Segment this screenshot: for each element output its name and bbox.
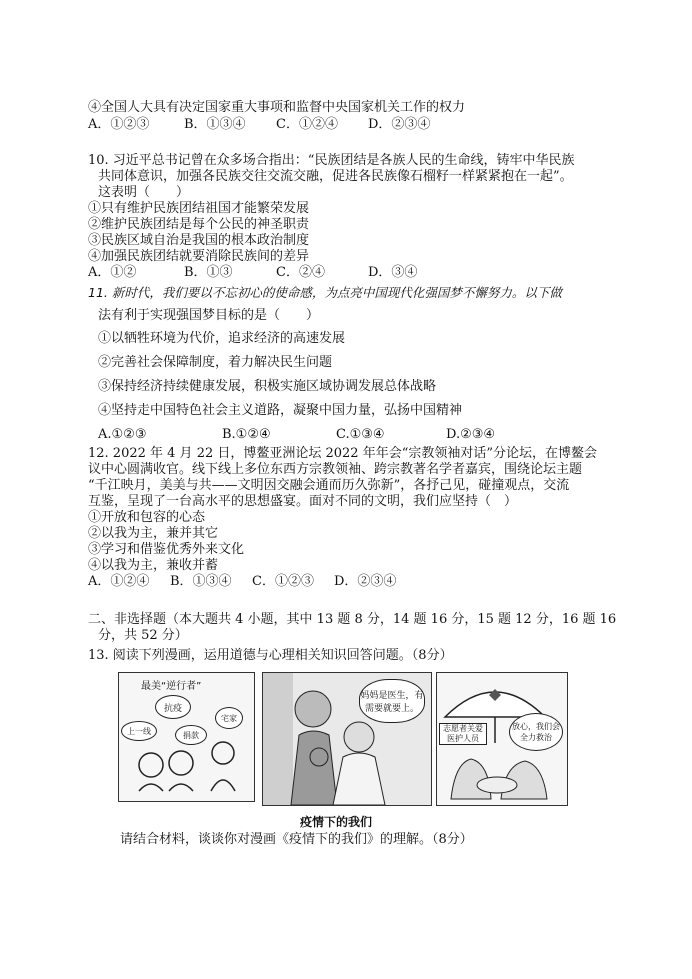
q10-item-3: ③民族区域自治是我国的根本政治制度: [88, 233, 310, 248]
q10-item-4: ④加强民族团结就要消除民族间的差异: [88, 249, 310, 264]
panel1-label-shangyixian: 上一线: [121, 721, 157, 741]
q12-option-b: B．①③④: [170, 574, 232, 589]
panel2-speech-bubble: 妈妈是医生，有需要就要上。: [359, 679, 425, 723]
q11-item-3: ③保持经济持续健康发展，积极实施区域协调发展总体战略: [98, 379, 437, 394]
q10-stem-line1: 10. 习近平总书记曾在众多场合指出：“民族团结是各族人民的生命线，铸牢中华民族: [88, 153, 575, 168]
q12-item-3: ③学习和借鉴优秀外来文化: [88, 542, 245, 557]
q12-option-d: D．②③④: [334, 574, 397, 589]
section2-heading-line1: 二、非选择题（本大题共 4 小题，其中 13 题 8 分，14 题 16 分，15 题 12 分，16 题 16: [88, 612, 617, 627]
q12-options: [88, 574, 396, 590]
q9-option-a: A．①②③: [88, 117, 150, 132]
q9-item-4: ④全国人大具有决定国家重大事项和监督中央国家机关工作的权力: [88, 100, 466, 115]
q10-option-d: D．③④: [368, 265, 418, 280]
cartoon-panel-1: [118, 672, 255, 802]
q11-option-b: B.①②④: [222, 427, 271, 442]
cartoon-panel-2: [262, 672, 432, 806]
q11-option-d: D.②③④: [446, 427, 496, 442]
q13-stem: 13. 阅读下列漫画，运用道德与心理相关知识回答问题。（8分）: [88, 648, 453, 663]
q11-item-2: ②完善社会保障制度，着力解决民生问题: [98, 355, 333, 370]
q10-option-a: A．①②: [88, 265, 137, 280]
q12-item-2: ②以我为主，兼并其它: [88, 526, 219, 541]
q9-option-c: C．①②④: [276, 117, 338, 132]
q11-item-1: ①以牺牲环境为代价，追求经济的高速发展: [98, 331, 346, 346]
q11-item-4: ④坚持走中国特色社会主义道路，凝聚中国力量，弘扬中国精神: [98, 403, 463, 418]
q10-item-1: ①只有维护民族团结祖国才能繁荣发展: [88, 201, 310, 216]
q11-stem-line2: 法有利于实现强国梦目标的是（ ）: [98, 308, 320, 323]
q10-item-2: ②维护民族团结是每个公民的神圣职责: [88, 217, 310, 232]
q12-item-1: ①开放和包容的心态: [88, 510, 206, 525]
q11-option-a: A.①②③: [98, 427, 147, 442]
q11-stem-line1: 11. 新时代，我们要以不忘初心的使命感，为点亮中国现代化强国梦不懈努力。以下做: [88, 285, 562, 300]
q11-options: [98, 427, 495, 443]
cartoon-panel-3: [436, 672, 568, 806]
section2-heading-line2: 分，共 52 分）: [98, 628, 188, 643]
q12-stem-line2: 议中心圆满收官。线下线上多位东西方宗教领袖、跨宗教著名学者嘉宾，围绕论坛主题: [88, 462, 583, 477]
q13-prompt: 请结合材料，谈谈你对漫画《疫情下的我们》的理解。（8分）: [120, 832, 473, 847]
q12-item-4: ④以我为主，兼收并蓄: [88, 558, 219, 573]
panel1-figures-drawing: [119, 673, 254, 801]
q12-option-a: A．①②④: [88, 574, 150, 589]
cartoon-caption: 疫情下的我们: [300, 815, 373, 829]
q10-stem-line2: 共同体意识，加强各民族交往交流交融，促进各民族像石榴籽一样紧紧抱在一起”。: [98, 169, 573, 184]
q12-stem-line1: 12. 2022 年 4 月 22 日，博鳌亚洲论坛 2022 年年会“宗教领袖对话”分论坛，在博鳌会: [88, 446, 598, 461]
panel1-title: 最美“逆行者”: [141, 681, 202, 692]
panel1-label-juankuan: 捐款: [175, 725, 207, 745]
q9-option-d: D．②③④: [368, 117, 431, 132]
q11-option-c: C.①③④: [336, 427, 385, 442]
q10-option-b: B．①③: [184, 265, 233, 280]
q12-stem-line4: 互鉴，呈现了一台高水平的思想盛宴。面对不同的文明，我们应坚持（ ）: [88, 494, 518, 509]
panel3-speech-bubble: 放心，我们会全力救治: [509, 713, 563, 751]
q10-stem-line3: 这表明（ ）: [98, 185, 190, 200]
panel1-label-zhaijia: 宅家: [215, 707, 243, 729]
panel1-label-kangyi: 抗疫: [155, 695, 191, 719]
q9-options: [88, 117, 430, 133]
q12-stem-line3: “千江映月，美美与共——文明因交融会通而历久弥新”，各抒己见，碰撞观点，交流: [88, 478, 570, 493]
q10-options: [88, 265, 417, 281]
q9-option-b: B．①③④: [184, 117, 246, 132]
q12-option-c: C．①②③: [252, 574, 314, 589]
panel3-sign-label: 志愿者关爱医护人员: [439, 723, 487, 745]
q10-option-c: C．②④: [276, 265, 325, 280]
